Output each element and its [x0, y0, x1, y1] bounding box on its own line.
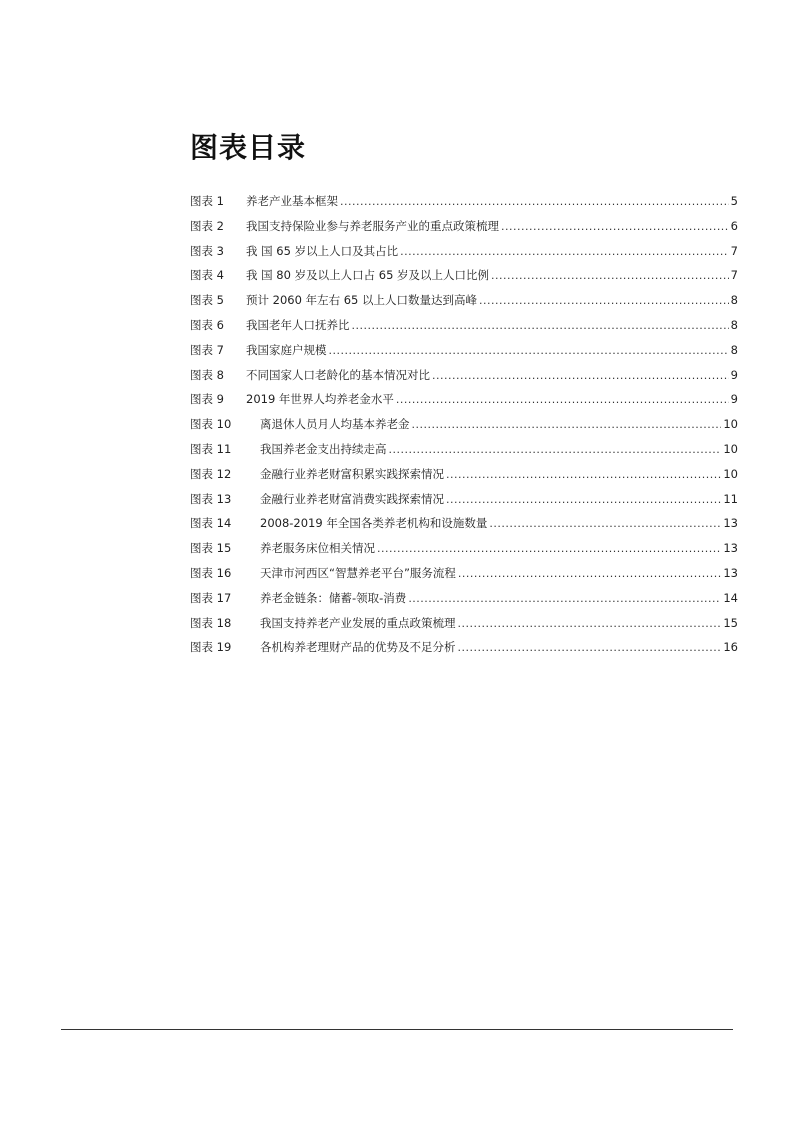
toc-leader-dots	[352, 314, 729, 339]
toc-entry-title: 离退休人员月人均基本养老金	[260, 417, 410, 432]
toc-entry-page-number: 13	[723, 516, 738, 531]
toc-entry-title: 2019 年世界人均养老金水平	[246, 392, 394, 407]
toc-entry[interactable]	[190, 288, 738, 313]
toc-leader-dots	[446, 488, 721, 513]
toc-entry-title: 天津市河西区“智慧养老平台”服务流程	[260, 565, 456, 580]
toc-entry-page-number: 6	[730, 218, 738, 233]
toc-entry[interactable]	[190, 635, 738, 660]
toc-entry-page-number: 13	[723, 565, 738, 580]
toc-leader-dots	[389, 438, 722, 463]
toc-leader-dots	[329, 339, 729, 364]
toc-entry[interactable]	[190, 263, 738, 288]
toc-entry-label: 图表 13	[190, 491, 232, 506]
toc-entry-title: 金融行业养老财富积累实践探索情况	[260, 466, 444, 481]
toc-entry-title: 我 国 65 岁以上人口及其占比	[246, 243, 399, 258]
toc-leader-dots	[377, 537, 721, 562]
toc-entry-label: 图表 8	[190, 367, 224, 382]
toc-entry-label: 图表 7	[190, 342, 224, 357]
toc-entry[interactable]	[190, 338, 738, 363]
toc-leader-dots	[489, 512, 721, 537]
toc-entry-page-number: 10	[723, 441, 738, 456]
toc-entry-page-number: 13	[723, 541, 738, 556]
toc-leader-dots	[340, 190, 729, 215]
toc-entry-page-number: 5	[730, 194, 738, 208]
toc-entry-label: 图表 12	[190, 466, 232, 481]
toc-entry[interactable]	[190, 586, 738, 611]
toc-entry-page-number: 14	[723, 590, 738, 605]
toc-entry-label: 图表 11	[190, 441, 232, 456]
toc-entry[interactable]	[190, 611, 738, 636]
toc-entry-label: 图表 9	[190, 392, 224, 407]
toc-leader-dots	[400, 240, 729, 265]
toc-leader-dots	[408, 587, 721, 612]
toc-leader-dots	[446, 463, 721, 488]
toc-entry-title: 我国支持养老产业发展的重点政策梳理	[260, 615, 456, 630]
toc-entry[interactable]	[190, 214, 738, 239]
toc-entry[interactable]	[190, 487, 738, 512]
toc-entry-title: 养老金链条：储蓄-领取-消费	[260, 590, 407, 605]
toc-entry-label: 图表 17	[190, 590, 232, 605]
toc-entry-label: 图表 3	[190, 243, 224, 258]
toc-leader-dots	[479, 289, 729, 314]
toc-leader-dots	[412, 413, 722, 438]
toc-entry[interactable]	[190, 387, 738, 412]
toc-entry-label: 图表 19	[190, 640, 232, 655]
toc-leader-dots	[458, 612, 722, 637]
toc-leader-dots	[458, 636, 722, 661]
toc-entry-page-number: 9	[730, 392, 738, 407]
toc-entry[interactable]	[190, 437, 738, 462]
toc-entry-page-number: 8	[730, 317, 738, 332]
toc-entry[interactable]	[190, 239, 738, 264]
toc-entry[interactable]	[190, 189, 738, 214]
toc-entry-label: 图表 4	[190, 268, 224, 283]
toc-entry-page-number: 11	[723, 491, 738, 506]
toc-entry-title: 养老服务床位相关情况	[260, 541, 375, 556]
figure-toc-list	[190, 189, 738, 660]
toc-leader-dots	[501, 215, 729, 240]
toc-entry[interactable]	[190, 511, 738, 536]
toc-entry[interactable]	[190, 363, 738, 388]
toc-entry-page-number: 7	[730, 243, 738, 258]
toc-entry-title: 我 国 80 岁及以上人口占 65 岁及以上人口比例	[246, 268, 490, 283]
toc-entry-title: 不同国家人口老龄化的基本情况对比	[246, 367, 430, 382]
toc-entry-label: 图表 2	[190, 218, 224, 233]
footer-divider	[61, 1029, 733, 1030]
toc-entry-page-number: 7	[730, 268, 738, 283]
toc-entry-page-number: 10	[723, 417, 738, 432]
toc-entry-label: 图表 14	[190, 516, 232, 531]
toc-leader-dots	[432, 364, 729, 389]
toc-entry[interactable]	[190, 536, 738, 561]
toc-entry-label: 图表 5	[190, 293, 224, 308]
toc-leader-dots	[396, 388, 729, 413]
toc-entry-page-number: 15	[723, 615, 738, 630]
toc-entry[interactable]	[190, 561, 738, 586]
toc-entry-page-number: 8	[730, 293, 738, 308]
toc-entry-title: 预计 2060 年左右 65 以上人口数量达到高峰	[246, 293, 478, 308]
toc-entry[interactable]	[190, 462, 738, 487]
toc-entry-title: 我国养老金支出持续走高	[260, 441, 387, 456]
toc-entry-label: 图表 1	[190, 194, 224, 208]
toc-entry-page-number: 9	[730, 367, 738, 382]
toc-entry-label: 图表 15	[190, 541, 232, 556]
toc-entry[interactable]	[190, 412, 738, 437]
toc-entry-title: 养老产业基本框架	[246, 194, 338, 208]
toc-leader-dots	[458, 562, 721, 587]
toc-entry[interactable]	[190, 313, 738, 338]
toc-entry-page-number: 8	[730, 342, 738, 357]
toc-entry-label: 图表 10	[190, 417, 232, 432]
toc-entry-label: 图表 18	[190, 615, 232, 630]
toc-leader-dots	[491, 264, 729, 289]
toc-entry-title: 我国支持保险业参与养老服务产业的重点政策梳理	[246, 218, 499, 233]
toc-entry-title: 我国家庭户规模	[246, 342, 327, 357]
toc-entry-title: 各机构养老理财产品的优势及不足分析	[260, 640, 456, 655]
toc-entry-title: 金融行业养老财富消费实践探索情况	[260, 491, 444, 506]
toc-entry-label: 图表 6	[190, 317, 224, 332]
toc-entry-title: 我国老年人口抚养比	[246, 317, 350, 332]
toc-entry-title: 2008-2019 年全国各类养老机构和设施数量	[260, 516, 488, 531]
toc-entry-page-number: 10	[723, 466, 738, 481]
toc-entry-page-number: 16	[723, 640, 738, 655]
page-title: 图表目录	[190, 131, 307, 164]
toc-entry-label: 图表 16	[190, 565, 232, 580]
